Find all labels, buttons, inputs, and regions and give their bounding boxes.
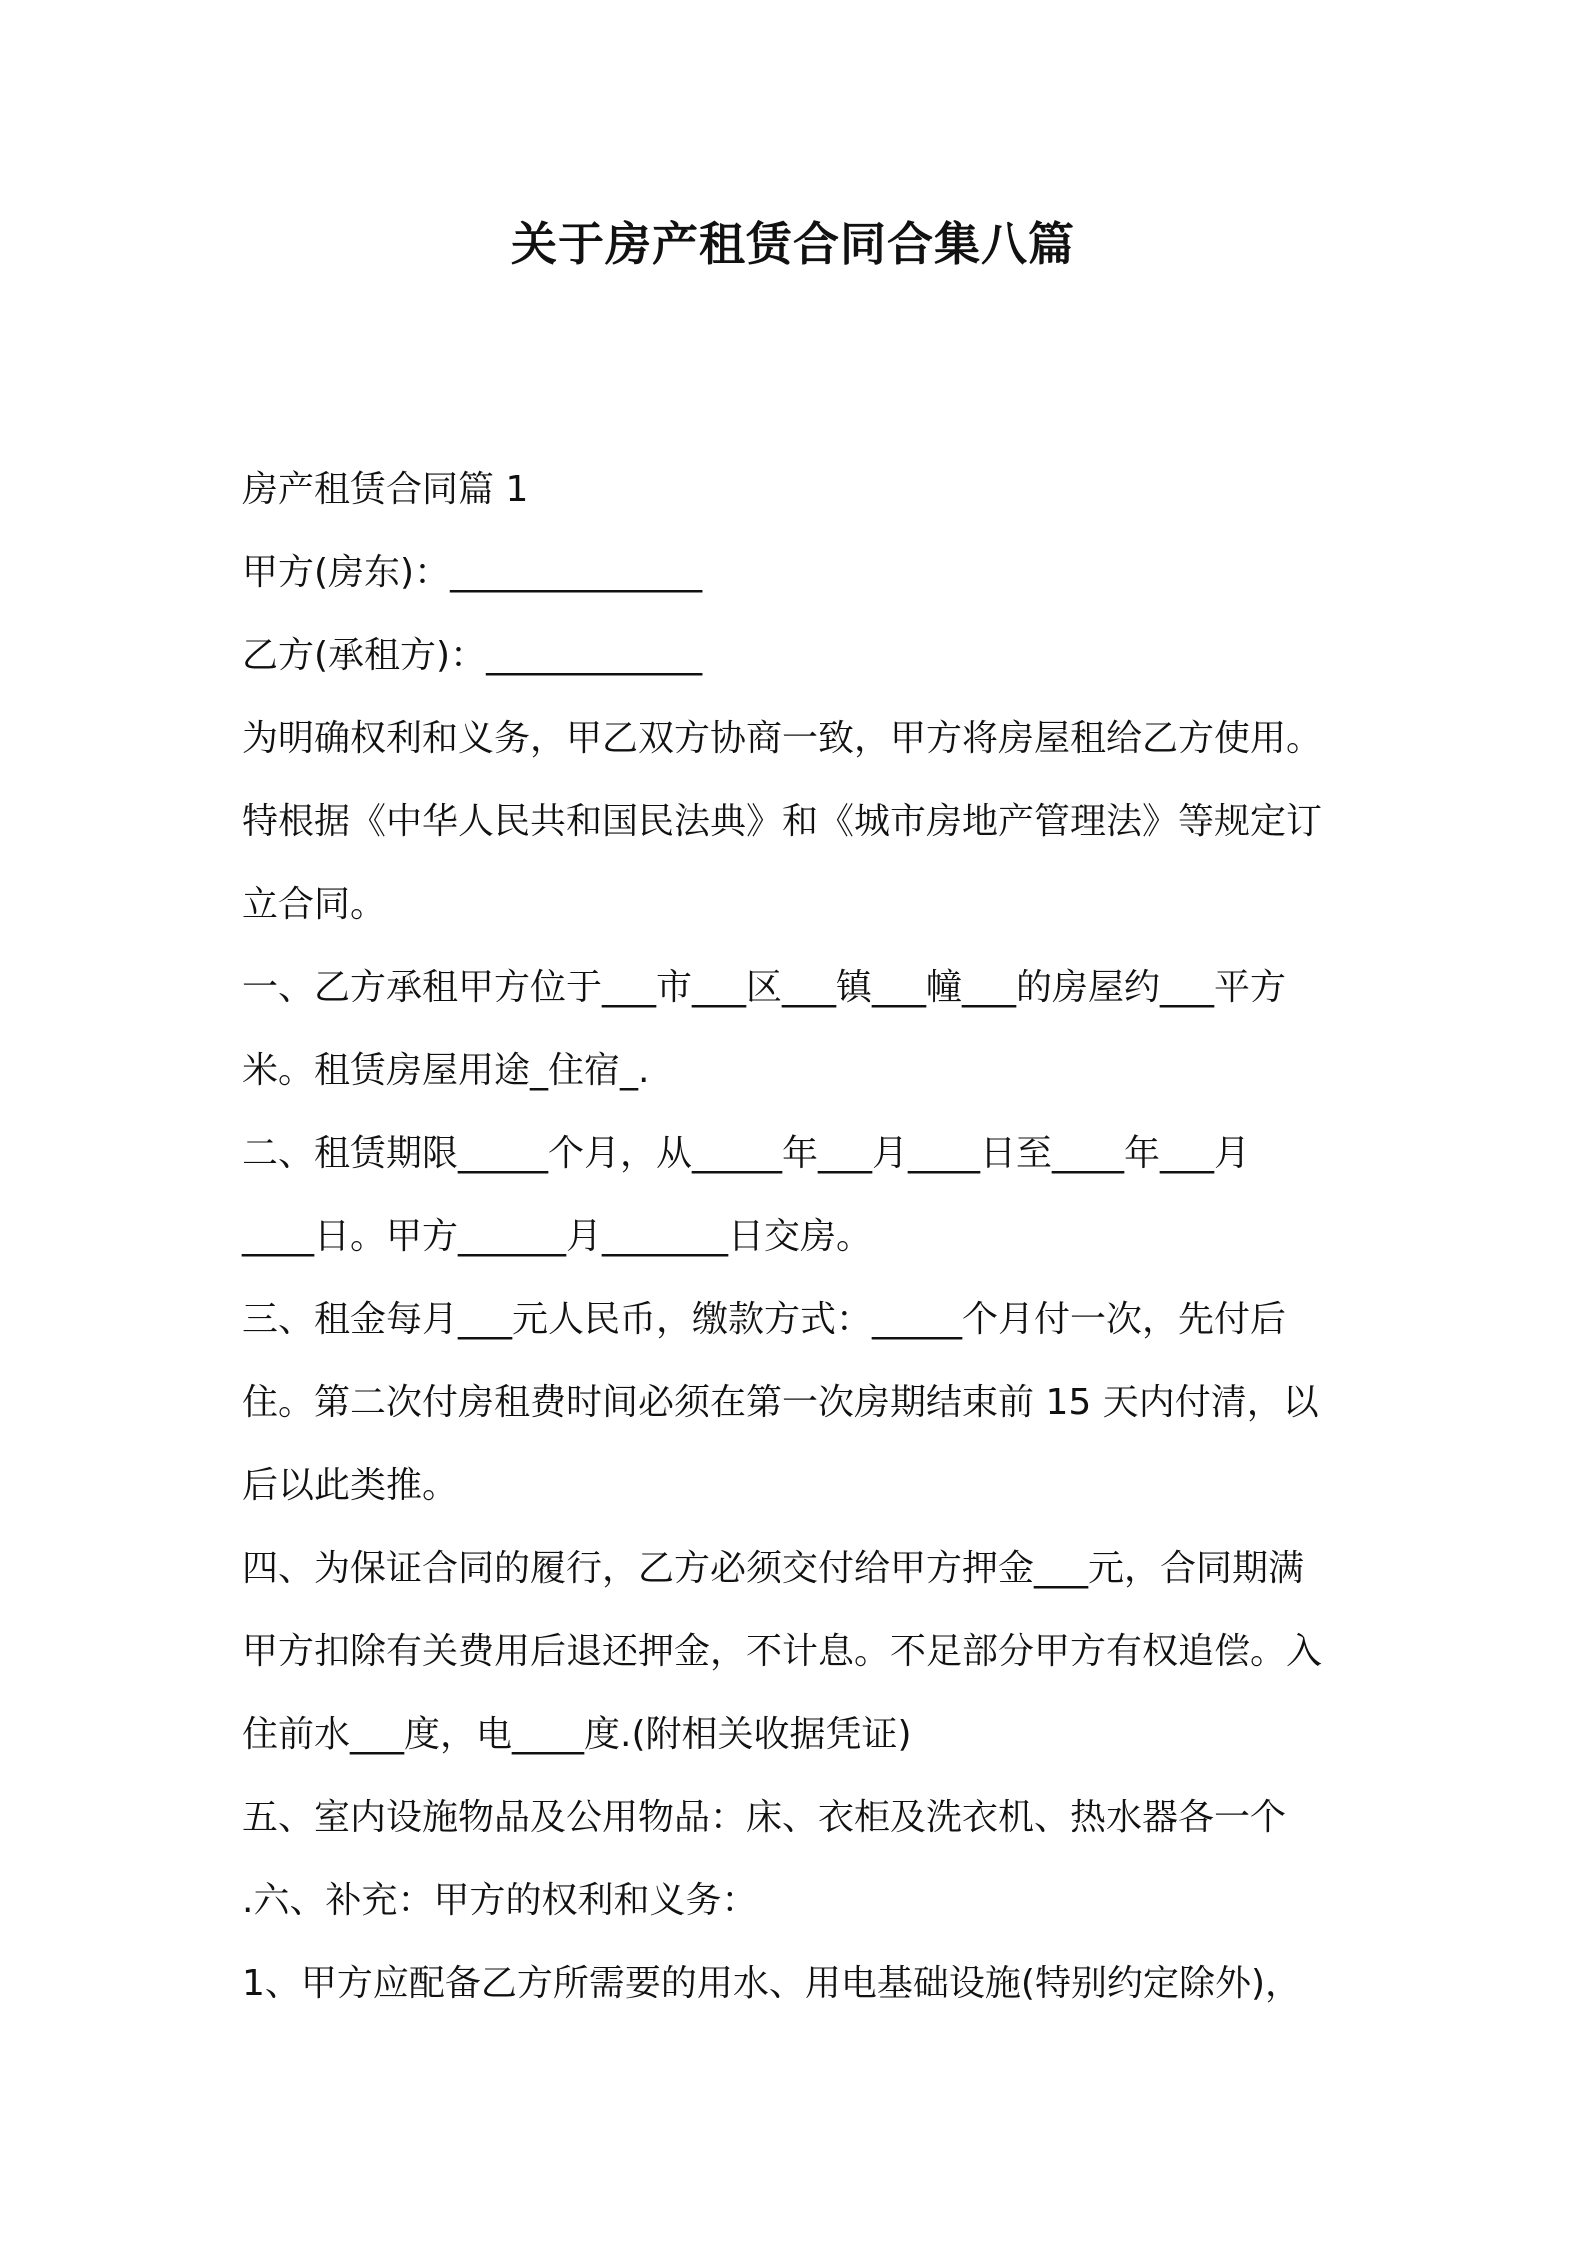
clause-line: 甲方扣除有关费用后退还押金，不计息。不足部分甲方有权追偿。入: [242, 1631, 1323, 1672]
section-heading: 房产租赁合同篇 1: [242, 469, 529, 510]
document-body: [242, 448, 1362, 2025]
paragraph-line: 特根据《中华人民共和国民法典》和《城市房地产管理法》等规定订: [242, 801, 1323, 842]
party-b-line: 乙方(承租方)：____________: [242, 635, 703, 676]
clause-line: 1、甲方应配备乙方所需要的用水、用电基础设施(特别约定除外)，: [242, 1963, 1301, 2004]
clause-line: 一、乙方承租甲方位于___市___区___镇___幢___的房屋约___平方: [242, 967, 1287, 1008]
document-title: 关于房产租赁合同合集八篇: [511, 217, 1075, 271]
clause-line: 住前水___度，电____度.(附相关收据凭证): [242, 1714, 912, 1755]
clause-line: 五、室内设施物品及公用物品：床、衣柜及洗衣机、热水器各一个: [242, 1797, 1287, 1838]
party-a-line: 甲方(房东)：______________: [242, 552, 703, 593]
clause-line: 米。租赁房屋用途_住宿_.: [242, 1050, 650, 1091]
clause-line: ____日。甲方______月_______日交房。: [242, 1216, 873, 1257]
paragraph-line: 为明确权利和义务，甲乙双方协商一致，甲方将房屋租给乙方使用。: [242, 718, 1323, 759]
clause-line: 住。第二次付房租费时间必须在第一次房期结束前 15 天内付清，以: [242, 1382, 1319, 1423]
paragraph-line: 立合同。: [242, 884, 387, 925]
clause-line: 后以此类推。: [242, 1465, 459, 1506]
clause-line: .六、补充：甲方的权利和义务：: [242, 1880, 758, 1921]
clause-line: 二、租赁期限_____个月，从_____年___月____日至____年___月: [242, 1133, 1251, 1174]
clause-line: 四、为保证合同的履行，乙方必须交付给甲方押金___元，合同期满: [242, 1548, 1305, 1589]
clause-line: 三、租金每月___元人民币，缴款方式：_____个月付一次，先付后: [242, 1299, 1287, 1340]
